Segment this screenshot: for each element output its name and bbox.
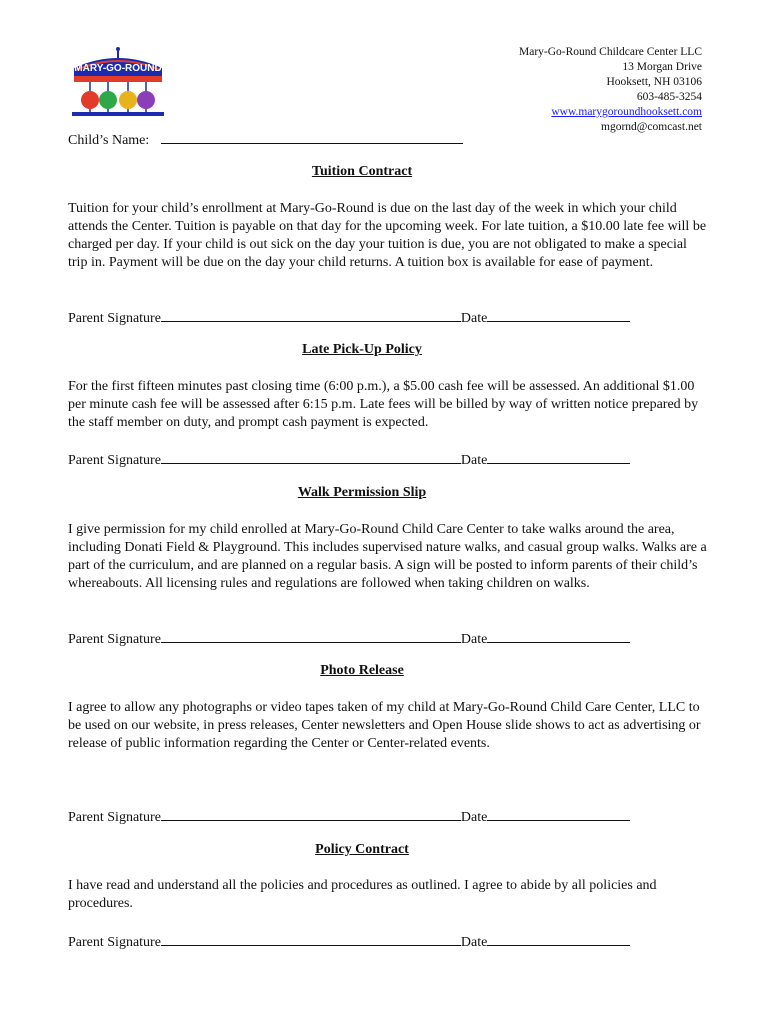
walk-permission-heading: Walk Permission Slip [297,485,427,500]
logo-text: MARY-GO-ROUND [74,63,162,74]
parent-signature-field[interactable] [161,931,461,946]
signature-row [68,449,630,469]
date-label: Date [460,935,488,950]
parent-signature-label: Parent Signature [68,453,161,468]
tuition-contract-text: Tuition for your child’s enrollment at Mary-Go-Round is due on the last day of the week in which your child attends the Center. Tuition is payable on that day for the upcoming week. For late tuition, a $10.00 late fee will be charged per day. If your child is out sick on the day your tuition is due, you are not obligated to make a special trip in. Payment will be due on the day your child returns. A tuition box is available for ease of payment. [68,201,707,270]
parent-signature-label: Parent Signature [68,935,161,950]
parent-signature-label: Parent Signature [68,810,161,825]
center-street: 13 Morgan Drive [622,61,702,73]
child-name-label: Child’s Name: [68,133,150,148]
date-label: Date [460,453,488,468]
date-field[interactable] [487,628,630,643]
signature-row [68,307,630,327]
policy-contract-text: I have read and understand all the policies and procedures as outlined. I agree to abide by all policies and procedures. [68,878,657,911]
center-email: mgornd@comcast.net [601,121,702,133]
date-field[interactable] [487,307,630,322]
mary-go-round-logo [66,46,170,118]
date-field[interactable] [487,449,630,464]
tuition-contract-heading: Tuition Contract [311,164,413,179]
signature-row [68,628,630,648]
parent-signature-label: Parent Signature [68,311,161,326]
center-city: Hooksett, NH 03106 [606,76,702,88]
center-website-link[interactable]: www.marygoroundhooksett.com [551,106,702,118]
parent-signature-label: Parent Signature [68,632,161,647]
date-label: Date [460,311,488,326]
signature-row [68,931,630,951]
parent-signature-field[interactable] [161,628,461,643]
date-label: Date [460,810,488,825]
date-label: Date [460,632,488,647]
child-name-row [68,129,463,149]
center-phone: 603-485-3254 [636,91,702,103]
parent-signature-field[interactable] [161,449,461,464]
late-pickup-text: For the first fifteen minutes past closing time (6:00 p.m.), a $5.00 cash fee will be assessed. An additional $1.00 per minute cash fee will be assessed after 6:15 p.m. Late fees will be billed by way of written notice prepared by the staff member on duty, and prompt cash payment is expected. [68,379,699,430]
date-field[interactable] [487,931,630,946]
walk-permission-text: I give permission for my child enrolled at Mary-Go-Round Child Care Center to take walks around the area, including Donati Field & Playground. This includes supervised nature walks, and casual group walks. Walks are a part of the curriculum, and are planned on a regular basis. A sign will be posted to inform parents of their child’s whereabouts. All licensing rules and regulations are followed when taking children on walks. [68,522,707,591]
policy-contract-heading: Policy Contract [315,842,409,857]
parent-signature-field[interactable] [161,806,461,821]
signature-row [68,806,630,826]
parent-signature-field[interactable] [161,307,461,322]
center-name: Mary-Go-Round Childcare Center LLC [519,46,702,58]
photo-release-text: I agree to allow any photographs or video tapes taken of my child at Mary-Go-Round Child Care Center, LLC to be used on our website, in press releases, Center newsletters and Open House slide shows to act as advertising or release of public information regarding the Center or Center-related events. [68,700,701,751]
photo-release-heading: Photo Release [320,663,404,678]
center-address-block [402,45,702,135]
late-pickup-heading: Late Pick-Up Policy [302,342,422,357]
date-field[interactable] [487,806,630,821]
child-name-field[interactable] [161,129,463,144]
